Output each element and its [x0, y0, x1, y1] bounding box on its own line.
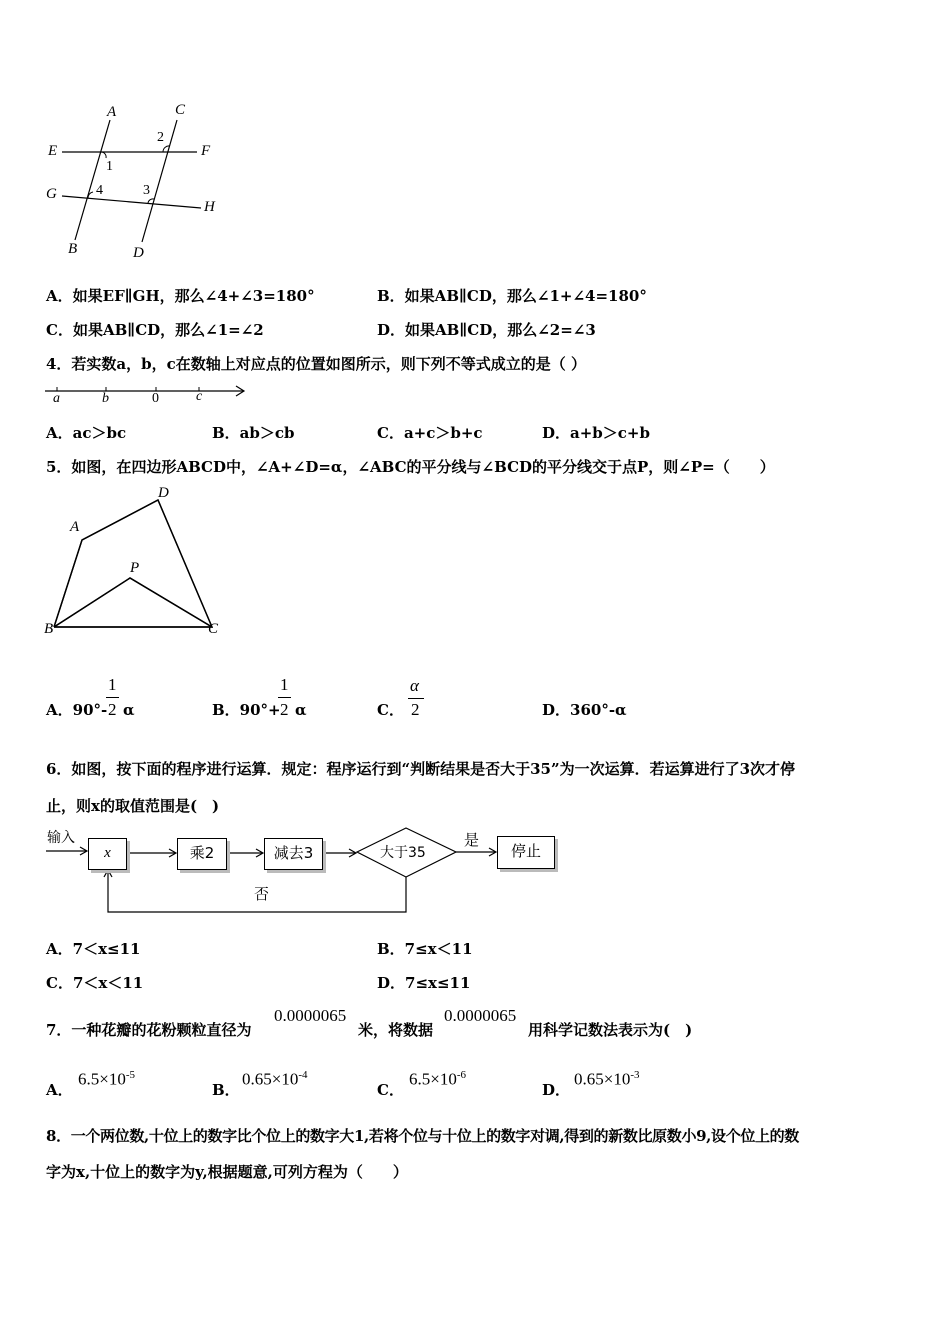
q5-option-c-den: 2	[411, 700, 420, 719]
q7-option-d-label: D．	[542, 1081, 571, 1099]
q7-option-d-exponent: -3	[630, 1069, 640, 1081]
q5-option-b-prefix: B．90°+	[212, 701, 281, 719]
q3-option-d: D．如果AB∥CD，那么∠2=∠3	[377, 321, 596, 339]
q3-label-C: C	[175, 102, 186, 118]
q6-stem-line1: 6．如图，按下面的程序进行运算．规定：程序运行到“判断结果是否大于35”为一次运算．若运算进行了3次才停	[46, 760, 796, 778]
q6-box-stop: 停止	[497, 836, 555, 869]
q7-stem-part1: 7．一种花瓣的花粉颗粒直径为	[46, 1021, 252, 1039]
q7-option-d-value	[574, 1069, 640, 1090]
q7-option-b-label: B．	[212, 1081, 240, 1099]
q7-option-a-base: 6.5×10	[78, 1069, 126, 1089]
q6-option-c: C．7＜x＜11	[46, 974, 144, 992]
q3-label-G: G	[46, 186, 57, 202]
q6-input-label: 输入	[47, 830, 75, 846]
q8-stem-line2: 字为x,十位上的数字为y,根据题意,可列方程为（ ）	[46, 1163, 408, 1181]
q7-option-a-value	[78, 1069, 135, 1090]
q3-angle-3: 3	[143, 183, 150, 198]
q7-option-b-value	[242, 1069, 308, 1090]
q7-option-c-base: 6.5×10	[409, 1069, 457, 1089]
q6-no-label: 否	[254, 885, 270, 903]
q8-stem-line1: 8．一个两位数,十位上的数字比个位上的数字大1,若将个位与十位上的数字对调,得到的新数比原数小9,设个位上的数	[46, 1127, 799, 1145]
q7-option-a-exponent: -5	[125, 1069, 136, 1081]
q3-option-c: C．如果AB∥CD，那么∠1=∠2	[46, 321, 264, 339]
q5-option-a-prefix: A．90°-	[46, 701, 108, 719]
q6-option-b: B．7≤x＜11	[377, 940, 473, 958]
q5-option-b-suffix: α	[295, 701, 307, 719]
q4-axis-a: a	[53, 391, 60, 406]
q4-stem: 4．若实数a，b，c在数轴上对应点的位置如图所示，则下列不等式成立的是（ ）	[46, 355, 587, 373]
q3-angle-4: 4	[96, 183, 103, 198]
q7-stem-part3: 用科学记数法表示为( )	[528, 1021, 693, 1039]
q6-option-d: D．7≤x≤11	[377, 974, 471, 992]
q5-option-a-suffix: α	[123, 701, 135, 719]
q7-value-2: 0.0000065	[444, 1006, 517, 1025]
q7-option-d-base: 0.65×10	[574, 1069, 631, 1089]
q6-box-subtract: 减去3	[264, 838, 323, 870]
q7-stem-part2: 米，将数据	[358, 1021, 434, 1039]
q5-option-c-num: α	[410, 676, 419, 695]
q7-option-a-label: A．	[46, 1081, 73, 1099]
q5-option-b-den: 2	[280, 700, 289, 719]
q5-label-B: B	[44, 621, 54, 637]
q4-axis-b: b	[102, 391, 109, 406]
q4-axis-c: c	[196, 389, 203, 404]
q5-stem: 5．如图，在四边形ABCD中，∠A+∠D=α，∠ABC的平分线与∠BCD的平分线交于点P，则∠P=（ ）	[46, 458, 775, 476]
q5-label-D: D	[158, 485, 169, 501]
q7-option-b-base: 0.65×10	[242, 1069, 299, 1089]
q4-axis-0: 0	[152, 391, 159, 406]
q7-option-c-label: C．	[377, 1081, 404, 1099]
q5-label-C: C	[208, 621, 219, 637]
q5-label-P: P	[130, 560, 140, 576]
q4-option-d: D．a+b＞c+b	[542, 424, 650, 442]
q6-condition-label: 大于35	[380, 845, 426, 861]
q5-label-A: A	[70, 519, 80, 535]
q3-label-D: D	[133, 245, 144, 261]
q5-option-b-num: 1	[280, 675, 289, 694]
q7-value-1: 0.0000065	[274, 1006, 347, 1025]
q7-option-c-value	[409, 1069, 466, 1090]
q3-label-E: E	[48, 143, 58, 159]
q5-option-c-prefix: C．	[377, 701, 404, 719]
q3-option-a: A．如果EF∥GH，那么∠4+∠3=180°	[46, 287, 315, 305]
q4-option-b: B．ab＞cb	[212, 424, 295, 442]
q3-label-H: H	[204, 199, 215, 215]
q5-option-d: D．360°-α	[542, 701, 627, 719]
q3-angle-2: 2	[157, 130, 164, 145]
q3-option-b: B．如果AB∥CD，那么∠1+∠4=180°	[377, 287, 647, 305]
q3-angle-1: 1	[106, 159, 113, 174]
q6-box-x: x	[88, 838, 127, 870]
q3-label-A: A	[107, 104, 117, 120]
q7-option-c-exponent: -6	[456, 1069, 467, 1081]
q6-stem-line2: 止，则x的取值范围是( )	[46, 797, 220, 815]
q4-option-a: A．ac＞bc	[46, 424, 127, 442]
q7-option-b-exponent: -4	[298, 1069, 308, 1081]
q3-label-F: F	[201, 143, 211, 159]
q6-option-a: A．7＜x≤11	[46, 940, 141, 958]
q6-yes-label: 是	[464, 831, 480, 849]
q5-option-a-den: 2	[108, 700, 117, 719]
q3-label-B: B	[68, 241, 78, 257]
q5-option-a-num: 1	[108, 675, 117, 694]
q6-box-multiply: 乘2	[177, 838, 227, 870]
q4-option-c: C．a+c＞b+c	[377, 424, 483, 442]
